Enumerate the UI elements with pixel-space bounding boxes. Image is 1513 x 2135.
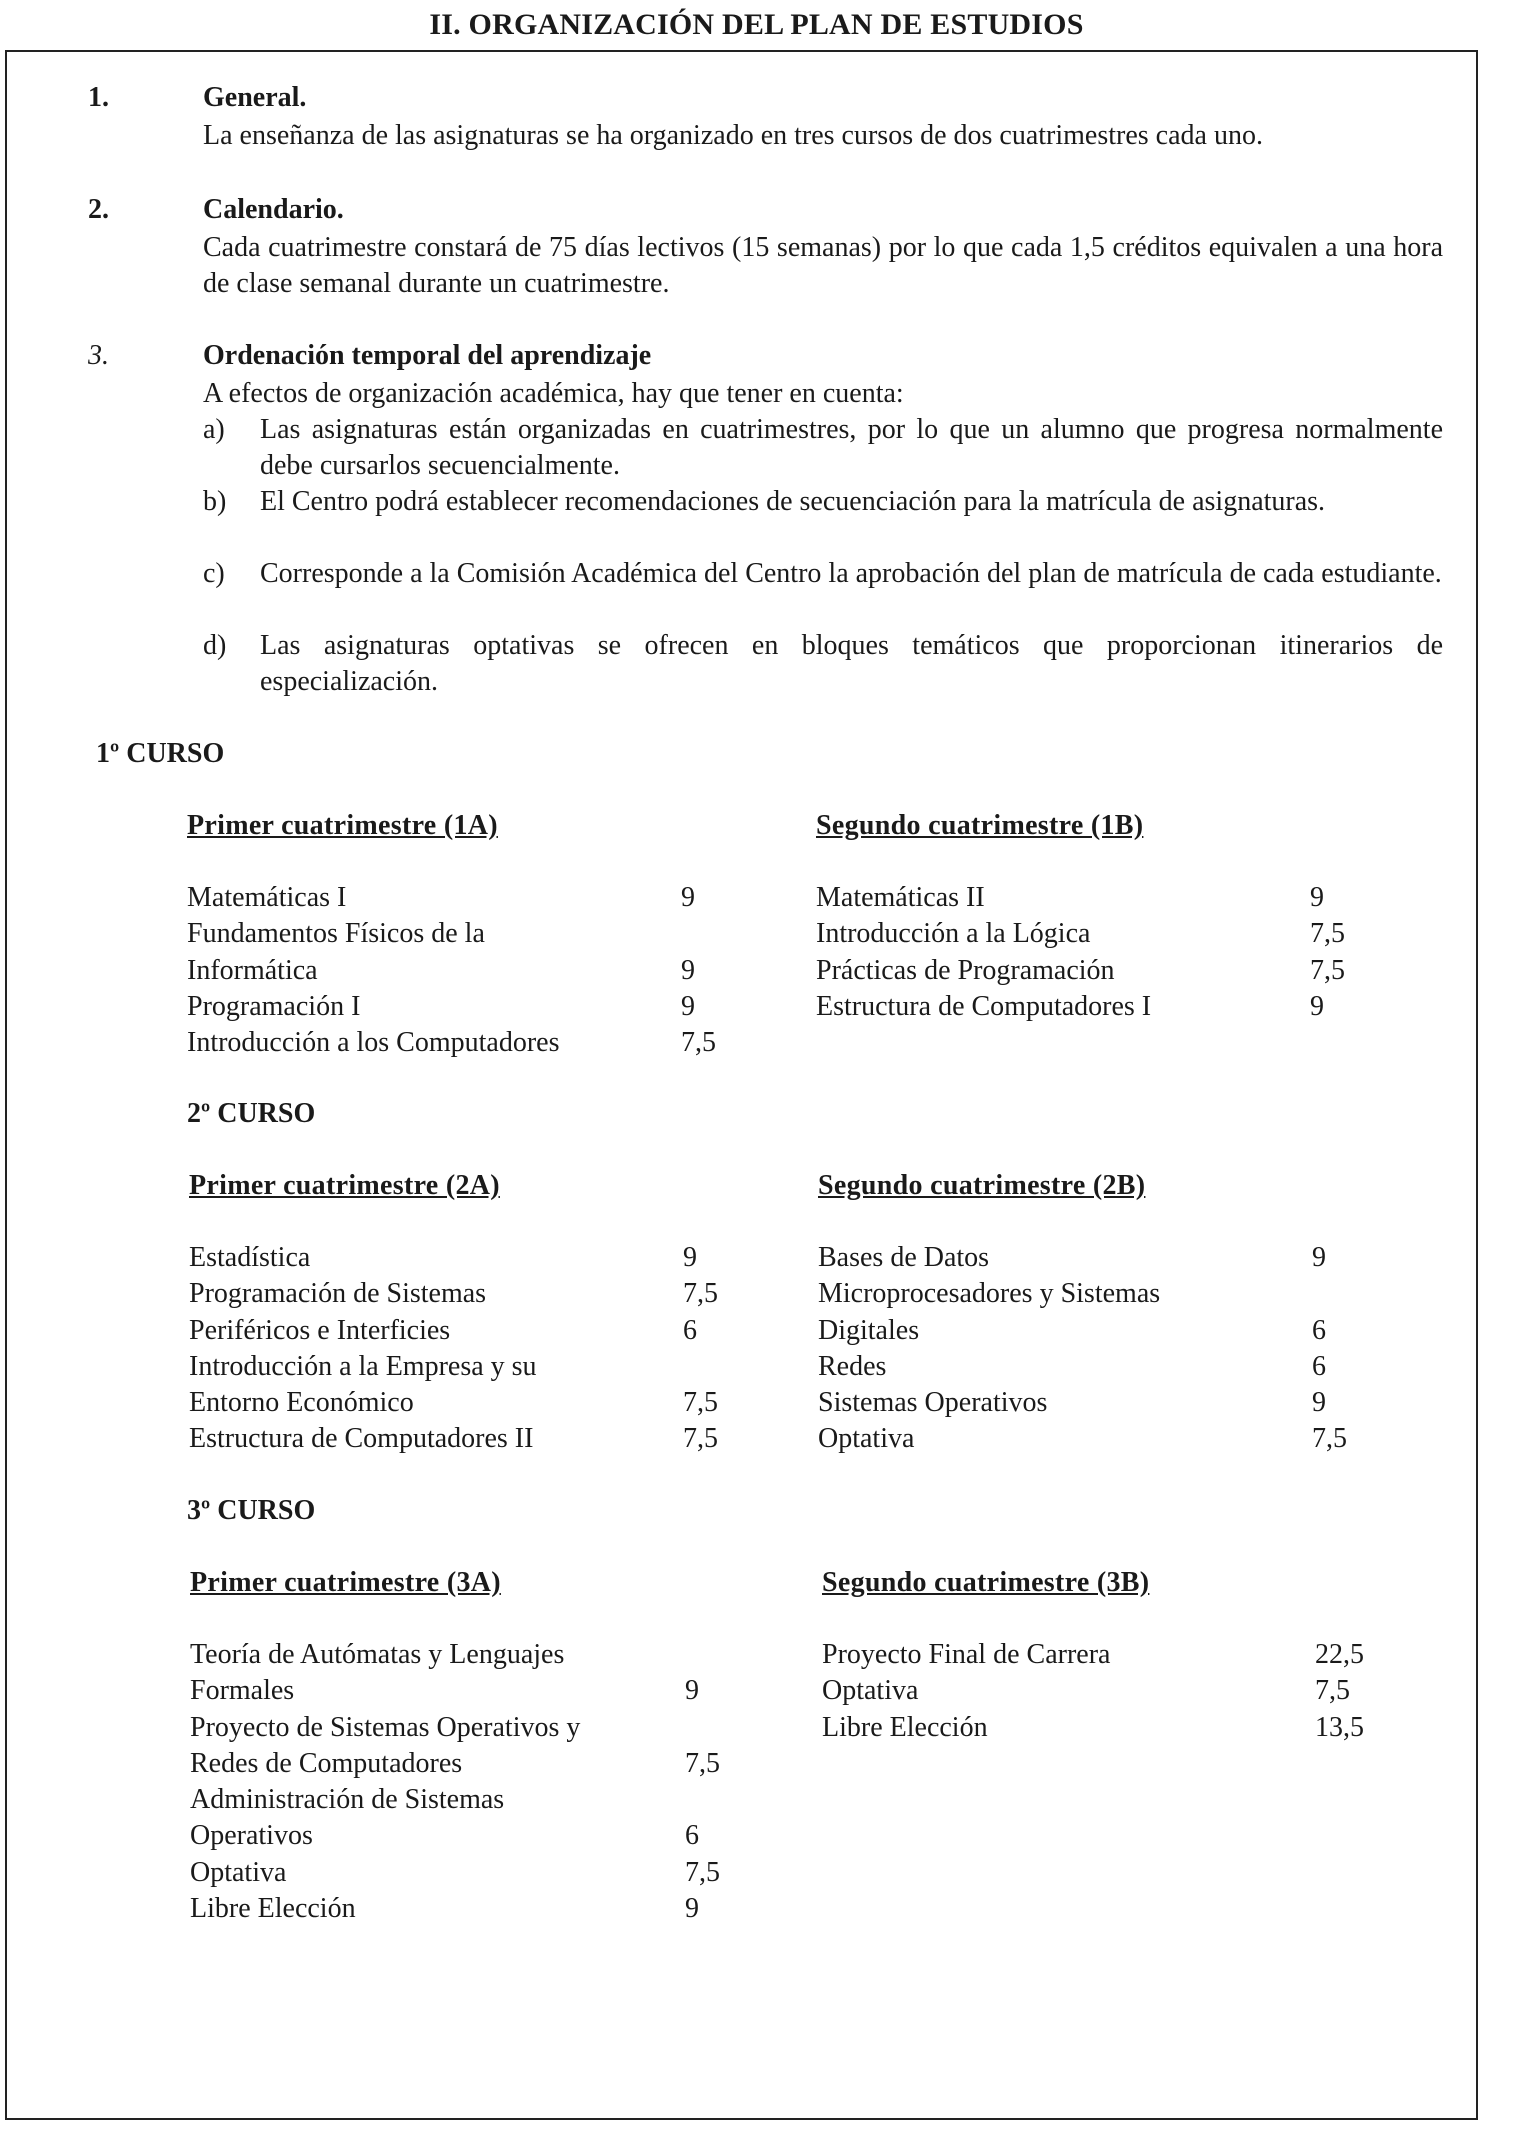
course-row (822, 1637, 1382, 1673)
course-credits: 9 (685, 1893, 699, 1925)
course-credits: 9 (685, 1675, 699, 1707)
course-credits: 9 (681, 882, 695, 913)
section-text: A efectos de organización académica, hay que tener en cuenta: (203, 378, 904, 409)
course-row (189, 1276, 749, 1312)
course-row (818, 1240, 1378, 1276)
section-number: 2. (88, 194, 109, 225)
course-credits: 9 (683, 1242, 697, 1273)
course-credits: 7,5 (683, 1423, 718, 1455)
course-row (818, 1349, 1378, 1385)
course-name: Digitales (818, 1314, 920, 1346)
section-text: Cada cuatrimestre constará de 75 días lectivos (15 semanas) por lo que cada 1,5 créditos equivalen a una hora de clase semanal durante un cuatrimestre. (203, 232, 1443, 299)
course-row (190, 1673, 750, 1709)
list-item-text: El Centro podrá establecer recomendaciones de secuenciación para la matrícula de asignaturas. (260, 486, 1326, 517)
course-credits: 6 (1312, 1350, 1326, 1382)
list-item-label: b) (203, 486, 227, 517)
course-row (822, 1710, 1382, 1746)
course-name: Sistemas Operativos (818, 1387, 1048, 1419)
course-name: Proyecto de Sistemas Operativos y (190, 1711, 581, 1743)
course-name: Estructura de Computadores II (189, 1423, 534, 1455)
course-credits: 9 (1310, 990, 1324, 1022)
course-credits: 13,5 (1315, 1711, 1364, 1743)
curso-heading: 3º CURSO (187, 1495, 316, 1526)
course-name: Matemáticas II (816, 882, 985, 913)
course-row (816, 916, 1376, 952)
course-credits: 7,5 (685, 1856, 720, 1888)
course-name: Fundamentos Físicos de la (187, 918, 485, 950)
course-name: Optativa (190, 1856, 287, 1888)
course-list (822, 1637, 1382, 1746)
course-row (816, 953, 1376, 989)
list-item-text: Corresponde a la Comisión Académica del Centro la aprobación del plan de matrícula de cada estudiante. (260, 558, 1442, 589)
page-title: II. ORGANIZACIÓN DEL PLAN DE ESTUDIOS (429, 8, 1084, 41)
course-name: Microprocesadores y Sistemas (818, 1278, 1161, 1310)
course-credits: 7,5 (1312, 1423, 1347, 1455)
course-row (189, 1349, 749, 1385)
course-name: Formales (190, 1675, 295, 1707)
curso-heading: 2º CURSO (187, 1098, 316, 1129)
section-number: 1. (88, 82, 109, 113)
course-list (187, 880, 747, 1061)
section-heading: Calendario. (203, 194, 344, 225)
course-row (818, 1421, 1378, 1457)
course-name: Libre Elección (190, 1893, 356, 1925)
cuatrimestre-title: Segundo cuatrimestre (3B) (822, 1567, 1150, 1598)
course-credits: 9 (681, 954, 695, 986)
course-credits: 7,5 (683, 1278, 718, 1310)
course-row (187, 916, 747, 952)
course-name: Redes (818, 1350, 887, 1382)
course-credits: 7,5 (1315, 1675, 1350, 1707)
course-credits: 7,5 (683, 1387, 718, 1419)
course-row (187, 1025, 747, 1061)
course-row (818, 1313, 1378, 1349)
course-name: Informática (187, 954, 318, 986)
course-name: Optativa (818, 1423, 915, 1455)
course-credits: 7,5 (681, 1027, 716, 1059)
section-number: 3. (88, 340, 109, 371)
course-name: Estadística (189, 1242, 311, 1273)
course-row (187, 953, 747, 989)
list-item-label: a) (203, 414, 225, 445)
course-credits: 22,5 (1315, 1639, 1364, 1670)
cuatrimestre-title: Segundo cuatrimestre (2B) (818, 1170, 1146, 1201)
course-name: Entorno Económico (189, 1387, 414, 1419)
course-row (189, 1421, 749, 1457)
course-row (187, 989, 747, 1025)
course-row (818, 1385, 1378, 1421)
course-row (818, 1276, 1378, 1312)
course-name: Proyecto Final de Carrera (822, 1639, 1111, 1670)
course-credits: 7,5 (1310, 918, 1345, 950)
cuatrimestre-title: Primer cuatrimestre (2A) (189, 1170, 500, 1201)
course-row (822, 1673, 1382, 1709)
course-name: Introducción a la Lógica (816, 918, 1091, 950)
course-list (818, 1240, 1378, 1458)
course-name: Bases de Datos (818, 1242, 990, 1273)
list-item-text: Las asignaturas están organizadas en cuatrimestres, por lo que un alumno que progresa normalmente debe cursarlos secuencialmente. (260, 414, 1443, 481)
course-row (189, 1313, 749, 1349)
course-row (816, 880, 1376, 916)
cuatrimestre-title: Primer cuatrimestre (1A) (187, 810, 498, 841)
curso-heading: 1º CURSO (96, 738, 225, 769)
course-name: Periféricos e Interficies (189, 1314, 451, 1346)
course-name: Matemáticas I (187, 882, 347, 913)
course-credits: 6 (1312, 1314, 1326, 1346)
course-name: Introducción a la Empresa y su (189, 1350, 537, 1382)
course-row (190, 1891, 750, 1927)
course-row (190, 1746, 750, 1782)
course-row (190, 1782, 750, 1818)
list-item-text: Las asignaturas optativas se ofrecen en bloques temáticos que proporcionan itinerarios de especialización. (260, 630, 1443, 697)
course-credits: 6 (683, 1314, 697, 1346)
course-credits: 9 (1312, 1242, 1326, 1273)
course-row (190, 1855, 750, 1891)
course-name: Introducción a los Computadores (187, 1027, 560, 1059)
course-credits: 6 (685, 1820, 699, 1852)
course-name: Redes de Computadores (190, 1747, 463, 1779)
section-heading: General. (203, 82, 307, 113)
course-name: Programación de Sistemas (189, 1278, 487, 1310)
section-heading: Ordenación temporal del aprendizaje (203, 340, 652, 371)
course-name: Programación I (187, 990, 361, 1022)
course-credits: 9 (1310, 882, 1324, 913)
course-row (190, 1637, 750, 1673)
course-name: Operativos (190, 1820, 313, 1852)
course-name: Libre Elección (822, 1711, 988, 1743)
list-item-label: c) (203, 558, 225, 589)
course-credits: 9 (1312, 1387, 1326, 1419)
course-name: Optativa (822, 1675, 919, 1707)
course-row (190, 1710, 750, 1746)
course-credits: 9 (681, 990, 695, 1022)
course-list (190, 1637, 750, 1927)
course-row (187, 880, 747, 916)
section-text: La enseñanza de las asignaturas se ha organizado en tres cursos de dos cuatrimestres cada uno. (203, 120, 1263, 151)
course-name: Prácticas de Programación (816, 954, 1115, 986)
course-name: Administración de Sistemas (190, 1784, 505, 1816)
course-name: Estructura de Computadores I (816, 990, 1152, 1022)
course-credits: 7,5 (685, 1747, 720, 1779)
course-row (816, 989, 1376, 1025)
cuatrimestre-title: Segundo cuatrimestre (1B) (816, 810, 1144, 841)
course-list (189, 1240, 749, 1458)
course-list (816, 880, 1376, 1025)
course-row (189, 1240, 749, 1276)
course-row (189, 1385, 749, 1421)
list-item-label: d) (203, 630, 227, 661)
course-name: Teoría de Autómatas y Lenguajes (190, 1639, 565, 1670)
course-credits: 7,5 (1310, 954, 1345, 986)
course-row (190, 1818, 750, 1854)
cuatrimestre-title: Primer cuatrimestre (3A) (190, 1567, 501, 1598)
